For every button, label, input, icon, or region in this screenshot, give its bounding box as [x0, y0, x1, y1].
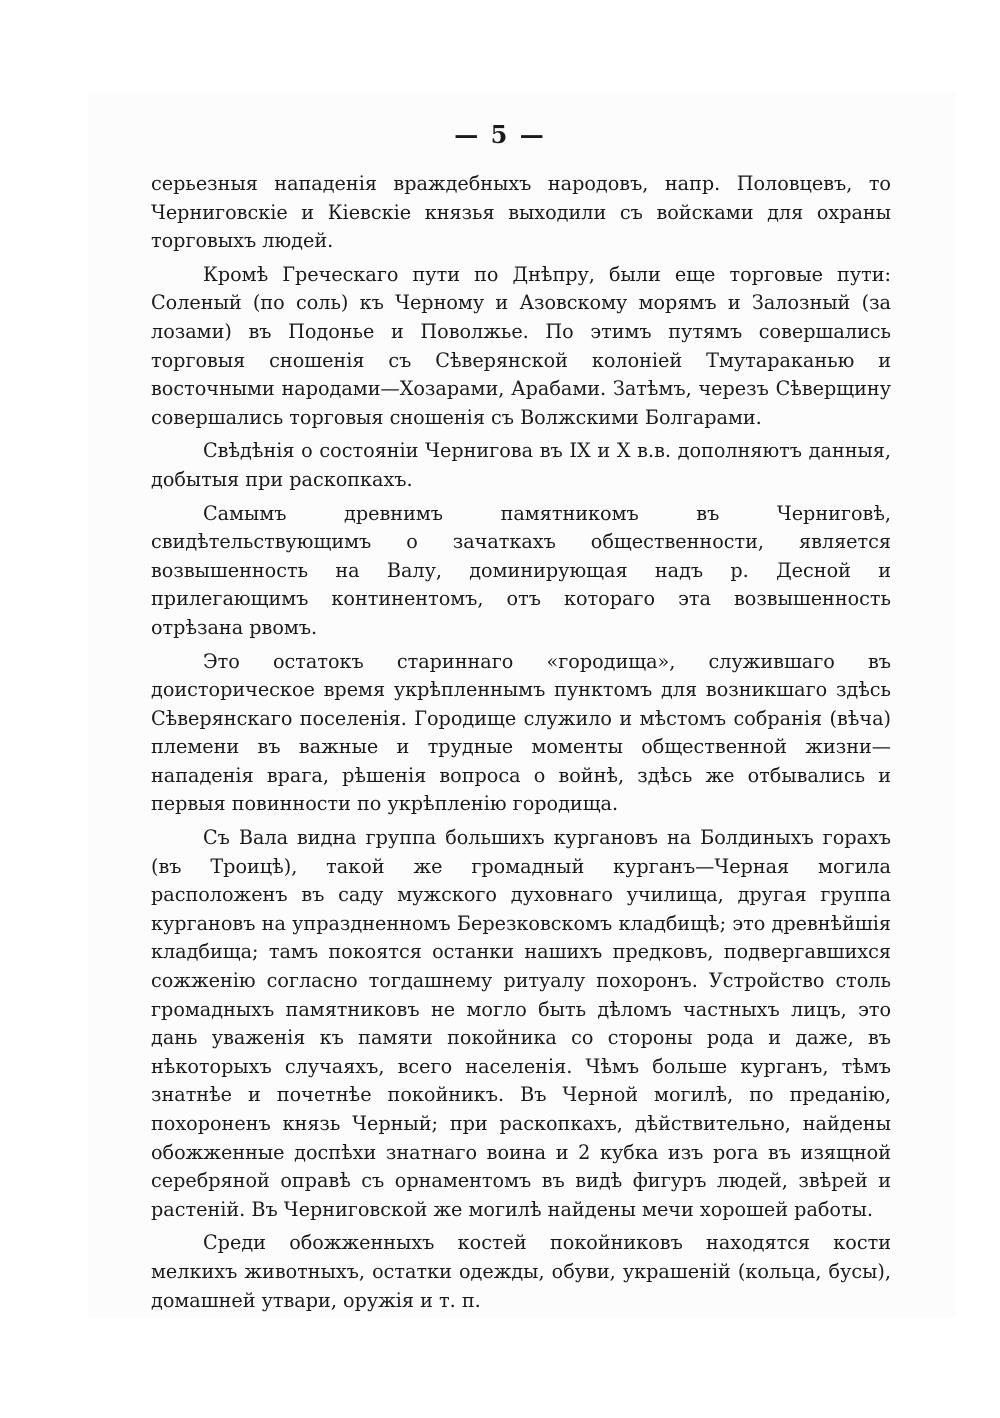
- paragraph-gorodishche: Это остатокъ стариннаго «городища», служившаго въ доисторическое время укрѣпленнымъ пунктомъ для возникшаго здѣсь Сѣверянскаго поселенія. Городище служило и мѣстомъ собранія (вѣча) племени въ важные и трудные моменты общественной жизни—нападенія врага, рѣшенія вопроса о войнѣ, здѣсь же отбывались и первыя повинности по укрѣпленію городища.: [151, 649, 891, 816]
- paragraph-val-monument: Самымъ древнимъ памятникомъ въ Черниговѣ, свидѣтельствующимъ о зачаткахъ общественности, является возвышенность на Валу, доминирующая надъ р. Десной и прилегающимъ континентомъ, отъ котораго эта возвышенность отрѣзана рвомъ.: [151, 501, 891, 639]
- body-text: [151, 170, 891, 1320]
- paragraph-continuation: серьезныя нападенія враждебныхъ народовъ, напр. Половцевъ, то Черниговскіе и Кіевскіе князья выходили съ войсками для охраны торговыхъ людей.: [151, 172, 891, 253]
- paragraph-excavations: Свѣдѣнія о состояніи Чернигова въ IX и X в.в. дополняютъ данныя, добытыя при раскопкахъ.: [151, 439, 891, 491]
- paragraph-trade-routes: Кромѣ Греческаго пути по Днѣпру, были еще торговые пути: Соленый (по соль) къ Черному и Азовскому морямъ и Залозный (за лозами) въ Подонье и Поволжье. По этимъ путямъ совершались торговыя сношенія съ Сѣверянской колоніей Тмутараканью и восточными народами—Хозарами, Арабами. Затѣмъ, черезъ Сѣверщину совершались торговыя сношенія съ Волжскими Болгарами.: [151, 262, 891, 429]
- paragraph-kurgans: Съ Вала видна группа большихъ кургановъ на Болдиныхъ горахъ (въ Троицѣ), такой же громадный курганъ—Черная могила расположенъ въ саду мужского духовнаго училища, другая группа кургановъ на упраздненномъ Березковскомъ кладбищѣ; это древнѣйшія кладбища; тамъ покоятся останки нашихъ предковъ, подвергавшихся сожженію согласно тогдашнему ритуалу похоронъ. Устройство столь громадныхъ памятниковъ не могло быть дѣломъ частныхъ лицъ, это дань уваженія къ памяти покойника со стороны рода и даже, въ нѣкоторыхъ случаяхъ, всего населенія. Чѣмъ больше курганъ, тѣмъ знатнѣе и почетнѣе покойникъ. Въ Черной могилѣ, по преданію, похороненъ князь Черный; при раскопкахъ, дѣйствительно, найдены обожженные доспѣхи знатнаго воина и 2 кубка изъ рога въ изящной серебряной оправѣ съ орнаментомъ въ видѣ фигуръ людей, звѣрей и растеній. Въ Черниговской же могилѣ найдены мечи хорошей работы.: [151, 826, 891, 1221]
- page-number: — 5 —: [454, 120, 546, 149]
- paragraph-finds: Среди обожженныхъ костей покойниковъ находятся кости мелкихъ животныхъ, остатки одежды, обуви, украшеній (кольца, бусы), домашней утвари, оружія и т. п.: [151, 1231, 891, 1312]
